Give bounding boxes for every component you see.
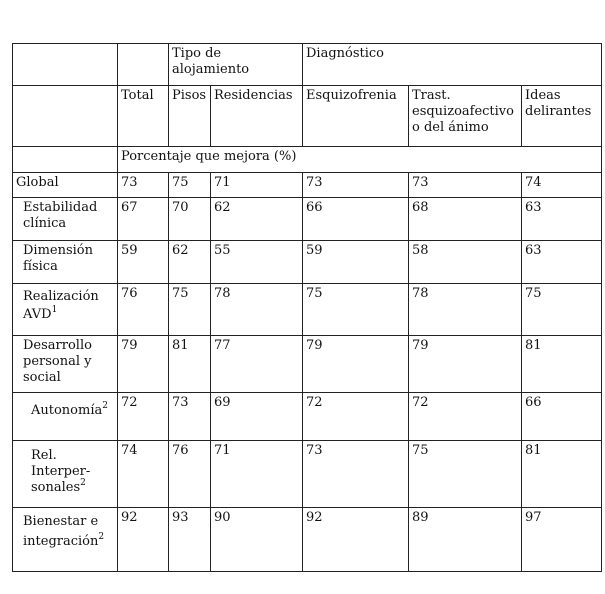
value-cell: 63 bbox=[522, 198, 602, 241]
value-cell: 73 bbox=[303, 173, 409, 198]
value-cell: 74 bbox=[118, 441, 169, 508]
column-header-ideas-delirantes: Ideas delirantes bbox=[522, 86, 602, 147]
value-cell: 73 bbox=[169, 393, 211, 441]
column-header-esquizofrenia: Esquizofrenia bbox=[303, 86, 409, 147]
table-row bbox=[13, 241, 602, 284]
value-cell: 79 bbox=[303, 336, 409, 393]
value-cell: 93 bbox=[169, 508, 211, 572]
value-cell: 68 bbox=[409, 198, 522, 241]
header-group-row bbox=[13, 44, 602, 86]
value-cell: 70 bbox=[169, 198, 211, 241]
column-header-trastorno: Trast. esquizoafectivo o del ánimo bbox=[409, 86, 522, 147]
value-cell: 73 bbox=[118, 173, 169, 198]
value-cell: 79 bbox=[118, 336, 169, 393]
column-header-pisos: Pisos bbox=[169, 86, 211, 147]
table-row bbox=[13, 173, 602, 198]
results-table bbox=[12, 43, 602, 572]
value-cell: 75 bbox=[169, 173, 211, 198]
value-cell: 77 bbox=[211, 336, 303, 393]
value-cell: 75 bbox=[409, 441, 522, 508]
value-cell: 79 bbox=[409, 336, 522, 393]
row-label: Realización AVD$^1$ bbox=[13, 284, 118, 336]
value-cell: 66 bbox=[522, 393, 602, 441]
subheader-row bbox=[13, 147, 602, 173]
row-label: Bienestar e integración$^2$ bbox=[13, 508, 118, 572]
value-cell: 92 bbox=[118, 508, 169, 572]
table-row bbox=[13, 441, 602, 508]
value-cell: 63 bbox=[522, 241, 602, 284]
empty-corner-cell bbox=[13, 44, 118, 86]
value-cell: 75 bbox=[522, 284, 602, 336]
empty-total-group-cell bbox=[118, 44, 169, 86]
table-row bbox=[13, 393, 602, 441]
value-cell: 76 bbox=[169, 441, 211, 508]
table-row bbox=[13, 198, 602, 241]
value-cell: 78 bbox=[211, 284, 303, 336]
value-cell: 89 bbox=[409, 508, 522, 572]
column-header-total: Total bbox=[118, 86, 169, 147]
value-cell: 59 bbox=[303, 241, 409, 284]
value-cell: 92 bbox=[303, 508, 409, 572]
value-cell: 76 bbox=[118, 284, 169, 336]
value-cell: 71 bbox=[211, 173, 303, 198]
table-row bbox=[13, 336, 602, 393]
value-cell: 97 bbox=[522, 508, 602, 572]
value-cell: 58 bbox=[409, 241, 522, 284]
value-cell: 81 bbox=[522, 441, 602, 508]
subheader-percentage: Porcentaje que mejora (%) bbox=[118, 147, 602, 173]
value-cell: 62 bbox=[211, 198, 303, 241]
value-cell: 73 bbox=[303, 441, 409, 508]
group-header-alojamiento: Tipo de alojamiento bbox=[169, 44, 303, 86]
value-cell: 66 bbox=[303, 198, 409, 241]
value-cell: 75 bbox=[303, 284, 409, 336]
row-label: Estabilidad clínica bbox=[13, 198, 118, 241]
value-cell: 72 bbox=[409, 393, 522, 441]
table-row bbox=[13, 508, 602, 572]
value-cell: 55 bbox=[211, 241, 303, 284]
column-header-residencias: Residencias bbox=[211, 86, 303, 147]
value-cell: 90 bbox=[211, 508, 303, 572]
row-label: Autonomía$^2$ bbox=[13, 393, 118, 441]
empty-subheader-cell bbox=[13, 147, 118, 173]
value-cell: 62 bbox=[169, 241, 211, 284]
row-label: Dimensión física bbox=[13, 241, 118, 284]
row-label: Desarrollo personal y social bbox=[13, 336, 118, 393]
value-cell: 81 bbox=[522, 336, 602, 393]
value-cell: 67 bbox=[118, 198, 169, 241]
value-cell: 78 bbox=[409, 284, 522, 336]
header-columns-row bbox=[13, 86, 602, 147]
row-label: Rel. Interper-sonales$^2$ bbox=[13, 441, 118, 508]
value-cell: 72 bbox=[118, 393, 169, 441]
empty-label-header-cell bbox=[13, 86, 118, 147]
value-cell: 73 bbox=[409, 173, 522, 198]
value-cell: 71 bbox=[211, 441, 303, 508]
table-row bbox=[13, 284, 602, 336]
group-header-diagnostico: Diagnóstico bbox=[303, 44, 602, 86]
value-cell: 81 bbox=[169, 336, 211, 393]
value-cell: 75 bbox=[169, 284, 211, 336]
value-cell: 74 bbox=[522, 173, 602, 198]
value-cell: 59 bbox=[118, 241, 169, 284]
value-cell: 69 bbox=[211, 393, 303, 441]
value-cell: 72 bbox=[303, 393, 409, 441]
row-label: Global bbox=[13, 173, 118, 198]
